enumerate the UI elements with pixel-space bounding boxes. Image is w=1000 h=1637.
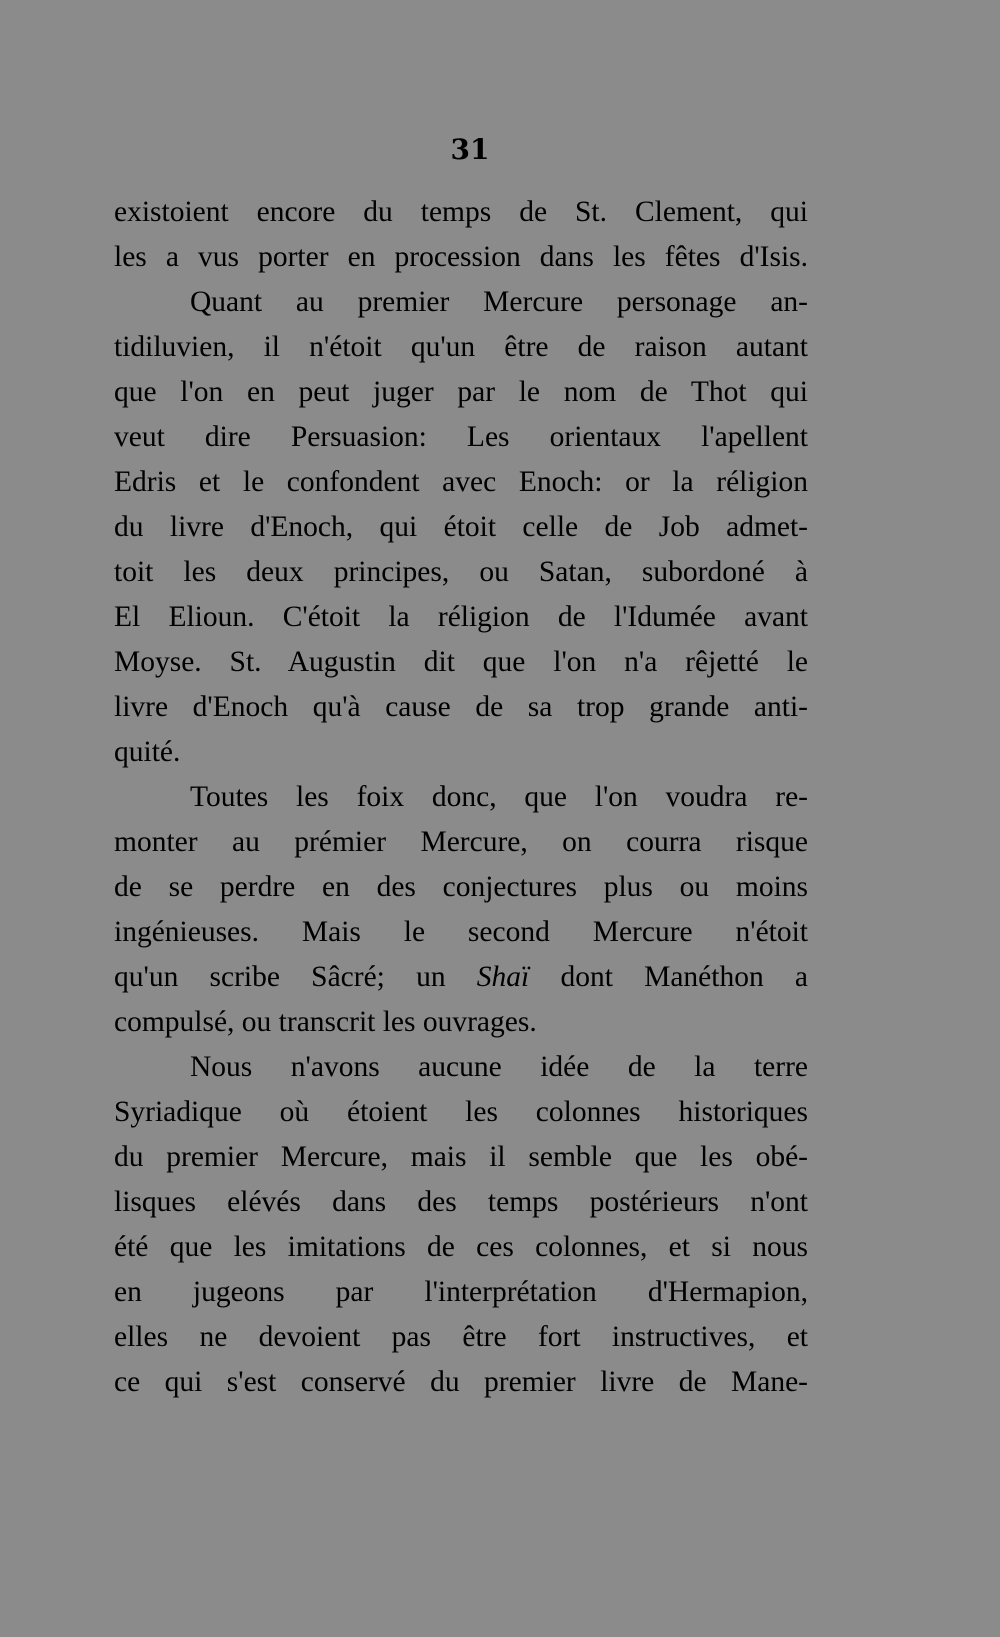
text-line: été que les imitations de ces colonnes, et si nous xyxy=(114,1231,808,1263)
text-segment: dont Manéthon a xyxy=(529,961,808,993)
text-line: que l'on en peut juger par le nom de Thot qui xyxy=(114,376,808,408)
text-line: livre d'Enoch qu'à cause de sa trop grande anti- xyxy=(114,691,808,723)
text-line: Nous n'avons aucune idée de la terre xyxy=(190,1051,808,1083)
text-line: quité. xyxy=(114,736,181,768)
text-line: de se perdre en des conjectures plus ou moins xyxy=(114,871,808,903)
text-line: monter au prémier Mercure, on courra risque xyxy=(114,826,808,858)
text-line: Edris et le confondent avec Enoch: or la réligion xyxy=(114,466,808,498)
text-line: en jugeons par l'interprétation d'Hermapion, xyxy=(114,1276,808,1308)
text-segment: qu'un scribe Sâcré; un xyxy=(114,961,477,993)
italic-word: Shaï xyxy=(476,961,530,993)
text-line: elles ne devoient pas être fort instructives, et xyxy=(114,1321,808,1353)
text-line: tidiluvien, il n'étoit qu'un être de raison autant xyxy=(114,331,808,363)
text-line: veut dire Persuasion: Les orientaux l'apellent xyxy=(114,421,808,453)
text-line: ce qui s'est conservé du premier livre de Mane- xyxy=(114,1366,808,1398)
text-line: Quant au premier Mercure personage an- xyxy=(190,286,808,318)
text-line: El Elioun. C'étoit la réligion de l'Idumée avant xyxy=(114,601,808,633)
text-line: toit les deux principes, ou Satan, subordoné à xyxy=(114,556,808,588)
text-line: les a vus porter en procession dans les fêtes d'Isis. xyxy=(114,241,808,273)
body-text xyxy=(114,190,808,1405)
text-line: du premier Mercure, mais il semble que les obé- xyxy=(114,1141,808,1173)
text-line: lisques elévés dans des temps postérieurs n'ont xyxy=(114,1186,808,1218)
text-line: Toutes les foix donc, que l'on voudra re- xyxy=(190,781,808,813)
text-line: ingénieuses. Mais le second Mercure n'étoit xyxy=(114,916,808,948)
page-number: 31 xyxy=(450,133,490,166)
text-line: compulsé, ou transcrit les ouvrages. xyxy=(114,1006,537,1038)
text-line: du livre d'Enoch, qui étoit celle de Job admet- xyxy=(114,511,808,543)
text-line: Moyse. St. Augustin dit que l'on n'a rêjetté le xyxy=(114,646,808,678)
text-line: Syriadique où étoient les colonnes historiques xyxy=(114,1096,808,1128)
text-line: existoient encore du temps de St. Clement, qui xyxy=(114,196,808,228)
text-line xyxy=(114,955,808,1000)
